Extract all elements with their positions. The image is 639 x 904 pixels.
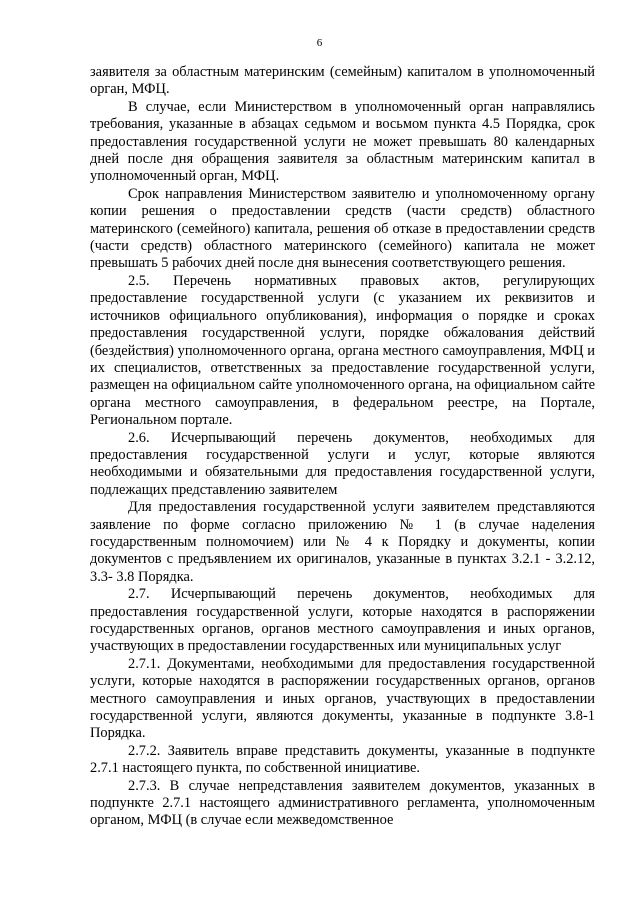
paragraph-2-7: 2.7. Исчерпывающий перечень документов, необходимых для предоставления государственной услуги, которые находятся в распоряжении государственных органов, органов местного самоуправления и иных органов, участвующих в предоставлении государственных или муниципальных услуг <box>90 586 595 655</box>
paragraph-2-7-2: 2.7.2. Заявитель вправе представить документы, указанные в подпункте 2.7.1 настоящего пункта, по собственной инициативе. <box>90 742 595 777</box>
page-number: 6 <box>316 37 323 49</box>
paragraph-continuation: заявителя за областным материнским (семейным) капиталом в уполномоченный орган, МФЦ. <box>90 64 595 98</box>
paragraph-decision-copy-term: Срок направления Министерством заявителю и уполномоченному органу копии решения о предоставлении средств (части средств) областного материнского (семейного) капитала, решения об отказе в предоставлении средств (части средств) областного материнского (семейного) капитала не может превышать 5 рабочих дней после дня вынесения соответствующего решения. <box>90 185 595 272</box>
document-body <box>90 64 595 830</box>
paragraph-documents-required: Для предоставления государственной услуги заявителем представляются заявление по форме согласно приложению № 1 (в случае наделения государственным полномочием) или № 4 к Порядку и документы, копии документов с предъявлением их оригиналов, указанные в пунктах 3.2.1 - 3.2.12, 3.3- 3.8 Порядка. <box>90 499 595 585</box>
paragraph-2-7-3: 2.7.3. В случае непредставления заявителем документов, указанных в подпункте 2.7.1 настоящего административного регламента, уполномоченным органом, МФЦ (в случае если межведомственное <box>90 777 595 829</box>
paragraph-2-7-1: 2.7.1. Документами, необходимыми для предоставления государственной услуги, которые находятся в распоряжении государственных органов, органов местного самоуправления и иных органов, участвующих в предоставлении государственной услуги, являются документы, указанные в подпункте 3.8-1 Порядка. <box>90 655 595 742</box>
paragraph-term-extension: В случае, если Министерством в уполномоченный орган направлялись требования, указанные в абзацах седьмом и восьмом пункта 4.5 Порядка, срок предоставления государственной услуги не может превышать 80 календарных дней после дня обращения заявителя за областным материнским капитал в уполномоченный орган, МФЦ. <box>90 98 595 185</box>
paragraph-2-6: 2.6. Исчерпывающий перечень документов, необходимых для предоставления государственной услуги и услуг, которые являются необходимыми и обязательными для предоставления государственной услуги, подлежащих представлению заявителем <box>90 429 595 498</box>
paragraph-2-5: 2.5. Перечень нормативных правовых актов, регулирующих предоставление государственной услуги (с указанием их реквизитов и источников официального опубликования), информация о порядке и сроках предоставления государственной услуги, порядке обжалования действий (бездействия) уполномоченного органа, органа местного самоуправления, МФЦ и их специалистов, ответственных за предоставление государственной услуги, размещен на официальном сайте уполномоченного органа, на официальном сайте органа местного самоуправления, в федеральном реестре, на Портале, Региональном портале. <box>90 272 595 429</box>
